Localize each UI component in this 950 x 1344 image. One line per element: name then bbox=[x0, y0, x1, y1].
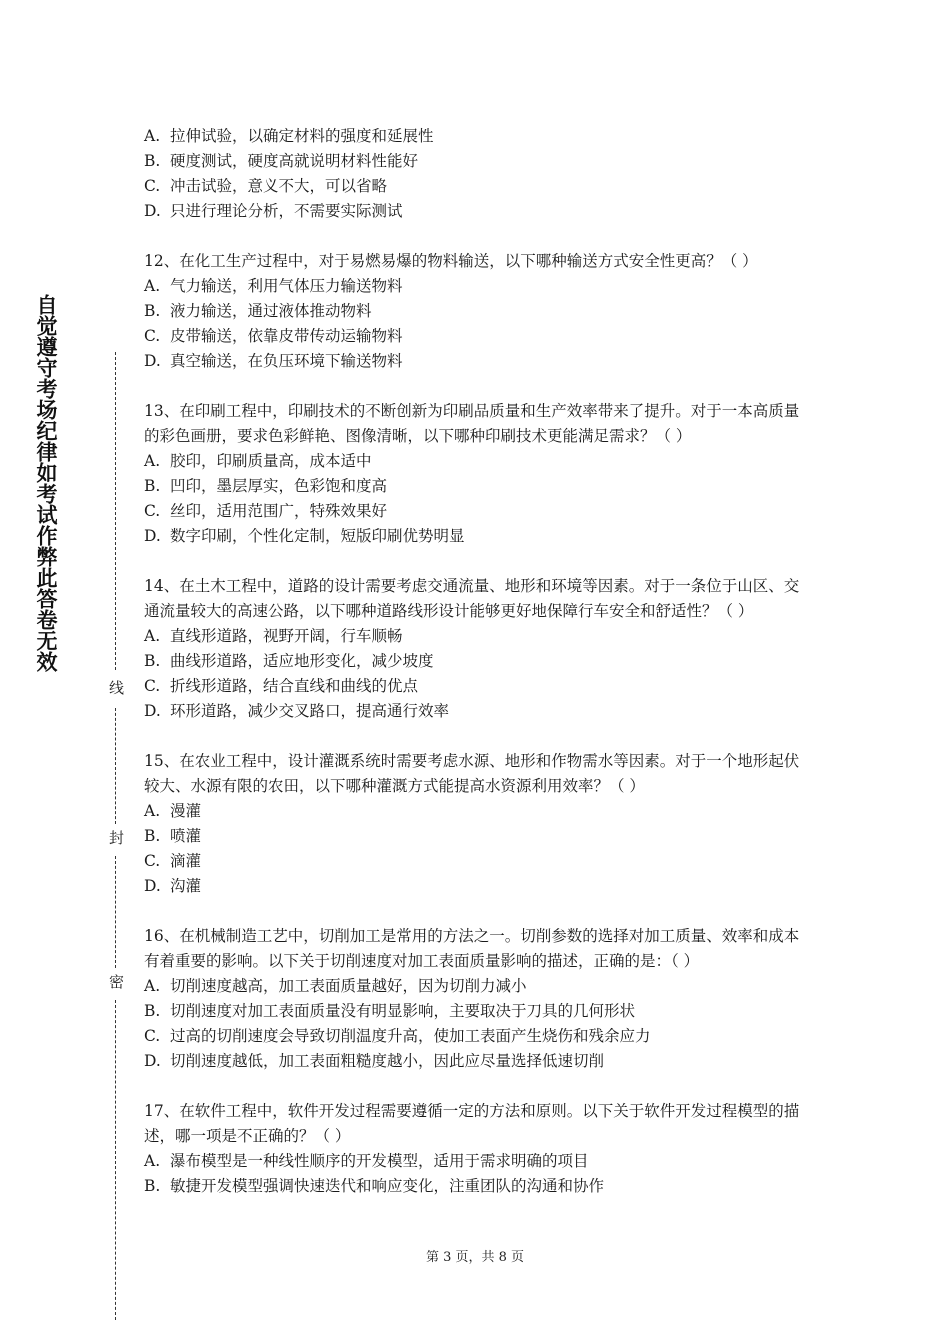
option-d: D. 切削速度越低，加工表面粗糙度越小，因此应尽量选择低速切削 bbox=[144, 1052, 605, 1070]
question-13 bbox=[144, 399, 814, 549]
binding-label-secret: 密 bbox=[107, 974, 125, 989]
question-15 bbox=[144, 749, 814, 899]
option-a: A. 切削速度越高，加工表面质量越好，因为切削力减小 bbox=[144, 977, 527, 995]
question-stem: 14、在土木工程中，道路的设计需要考虑交通流量、地形和环境等因素。对于一条位于山区、交通流量较大的高速公路，以下哪种道路线形设计能够更好地保障行车安全和舒适性？（ ） bbox=[144, 577, 800, 620]
option-b: B. 喷灌 bbox=[144, 827, 202, 845]
option-b: B. 曲线形道路，适应地形变化，减少坡度 bbox=[144, 652, 434, 670]
binding-label-seal: 封 bbox=[107, 830, 125, 845]
option-a: A. 漫灌 bbox=[144, 802, 202, 820]
option-b: B. 硬度测试，硬度高就说明材料性能好 bbox=[144, 152, 419, 170]
question-stem: 15、在农业工程中，设计灌溉系统时需要考虑水源、地形和作物需水等因素。对于一个地形起伏较大、水源有限的农田，以下哪种灌溉方式能提高水资源利用效率？（ ） bbox=[144, 752, 800, 795]
binding-dashed-line-bottom bbox=[115, 1000, 116, 1320]
question-12 bbox=[144, 249, 814, 374]
binding-dashed-line-middle bbox=[115, 856, 116, 968]
question-stem: 17、在软件工程中，软件开发过程需要遵循一定的方法和原则。以下关于软件开发过程模型的描述，哪一项是不正确的？（ ） bbox=[144, 1102, 800, 1145]
option-c: C. 折线形道路，结合直线和曲线的优点 bbox=[144, 677, 419, 695]
option-a: A. 胶印，印刷质量高，成本适中 bbox=[144, 452, 372, 470]
option-a: A. 瀑布模型是一种线性顺序的开发模型，适用于需求明确的项目 bbox=[144, 1152, 589, 1170]
option-b: B. 液力输送，通过液体推动物料 bbox=[144, 302, 372, 320]
option-c: C. 冲击试验，意义不大，可以省略 bbox=[144, 177, 388, 195]
option-d: D. 环形道路，减少交叉路口，提高通行效率 bbox=[144, 702, 450, 720]
page-number-footer: 第 3 页，共 8 页 bbox=[425, 1250, 525, 1265]
question-stem: 13、在印刷工程中，印刷技术的不断创新为印刷品质量和生产效率带来了提升。对于一本高质量的彩色画册，要求色彩鲜艳、图像清晰，以下哪种印刷技术更能满足需求？（ ） bbox=[144, 402, 800, 445]
option-b: B. 敏捷开发模型强调快速迭代和响应变化，注重团队的沟通和协作 bbox=[144, 1177, 605, 1195]
option-d: D. 数字印刷，个性化定制，短版印刷优势明显 bbox=[144, 527, 465, 545]
binding-label-line: 线 bbox=[107, 680, 125, 695]
option-a: A. 直线形道路，视野开阔，行车顺畅 bbox=[144, 627, 403, 645]
binding-dashed-line-top bbox=[115, 352, 116, 670]
option-c: C. 丝印，适用范围广，特殊效果好 bbox=[144, 502, 388, 520]
exam-discipline-notice: 自觉遵守考场纪律如考试作弊此答卷无效 bbox=[34, 294, 58, 672]
question-stem: 12、在化工生产过程中，对于易燃易爆的物料输送，以下哪种输送方式安全性更高？（ ） bbox=[144, 252, 758, 270]
option-c: C. 皮带输送，依靠皮带传动运输物料 bbox=[144, 327, 403, 345]
option-d: D. 沟灌 bbox=[144, 877, 202, 895]
option-a: A. 拉伸试验，以确定材料的强度和延展性 bbox=[144, 127, 434, 145]
option-d: D. 真空输送，在负压环境下输送物料 bbox=[144, 352, 403, 370]
question-content bbox=[144, 124, 814, 1224]
option-c: C. 滴灌 bbox=[144, 852, 202, 870]
option-b: B. 凹印，墨层厚实，色彩饱和度高 bbox=[144, 477, 388, 495]
previous-question-options bbox=[144, 124, 814, 224]
question-16 bbox=[144, 924, 814, 1074]
binding-dashed-line-upper bbox=[115, 708, 116, 824]
question-stem: 16、在机械制造工艺中，切削加工是常用的方法之一。切削参数的选择对加工质量、效率和成本有着重要的影响。以下关于切削速度对加工表面质量影响的描述，正确的是：（ ） bbox=[144, 927, 800, 970]
option-d: D. 只进行理论分析，不需要实际测试 bbox=[144, 202, 403, 220]
question-14 bbox=[144, 574, 814, 724]
option-a: A. 气力输送，利用气体压力输送物料 bbox=[144, 277, 403, 295]
option-c: C. 过高的切削速度会导致切削温度升高，使加工表面产生烧伤和残余应力 bbox=[144, 1027, 651, 1045]
question-17 bbox=[144, 1099, 814, 1199]
option-b: B. 切削速度对加工表面质量没有明显影响，主要取决于刀具的几何形状 bbox=[144, 1002, 636, 1020]
